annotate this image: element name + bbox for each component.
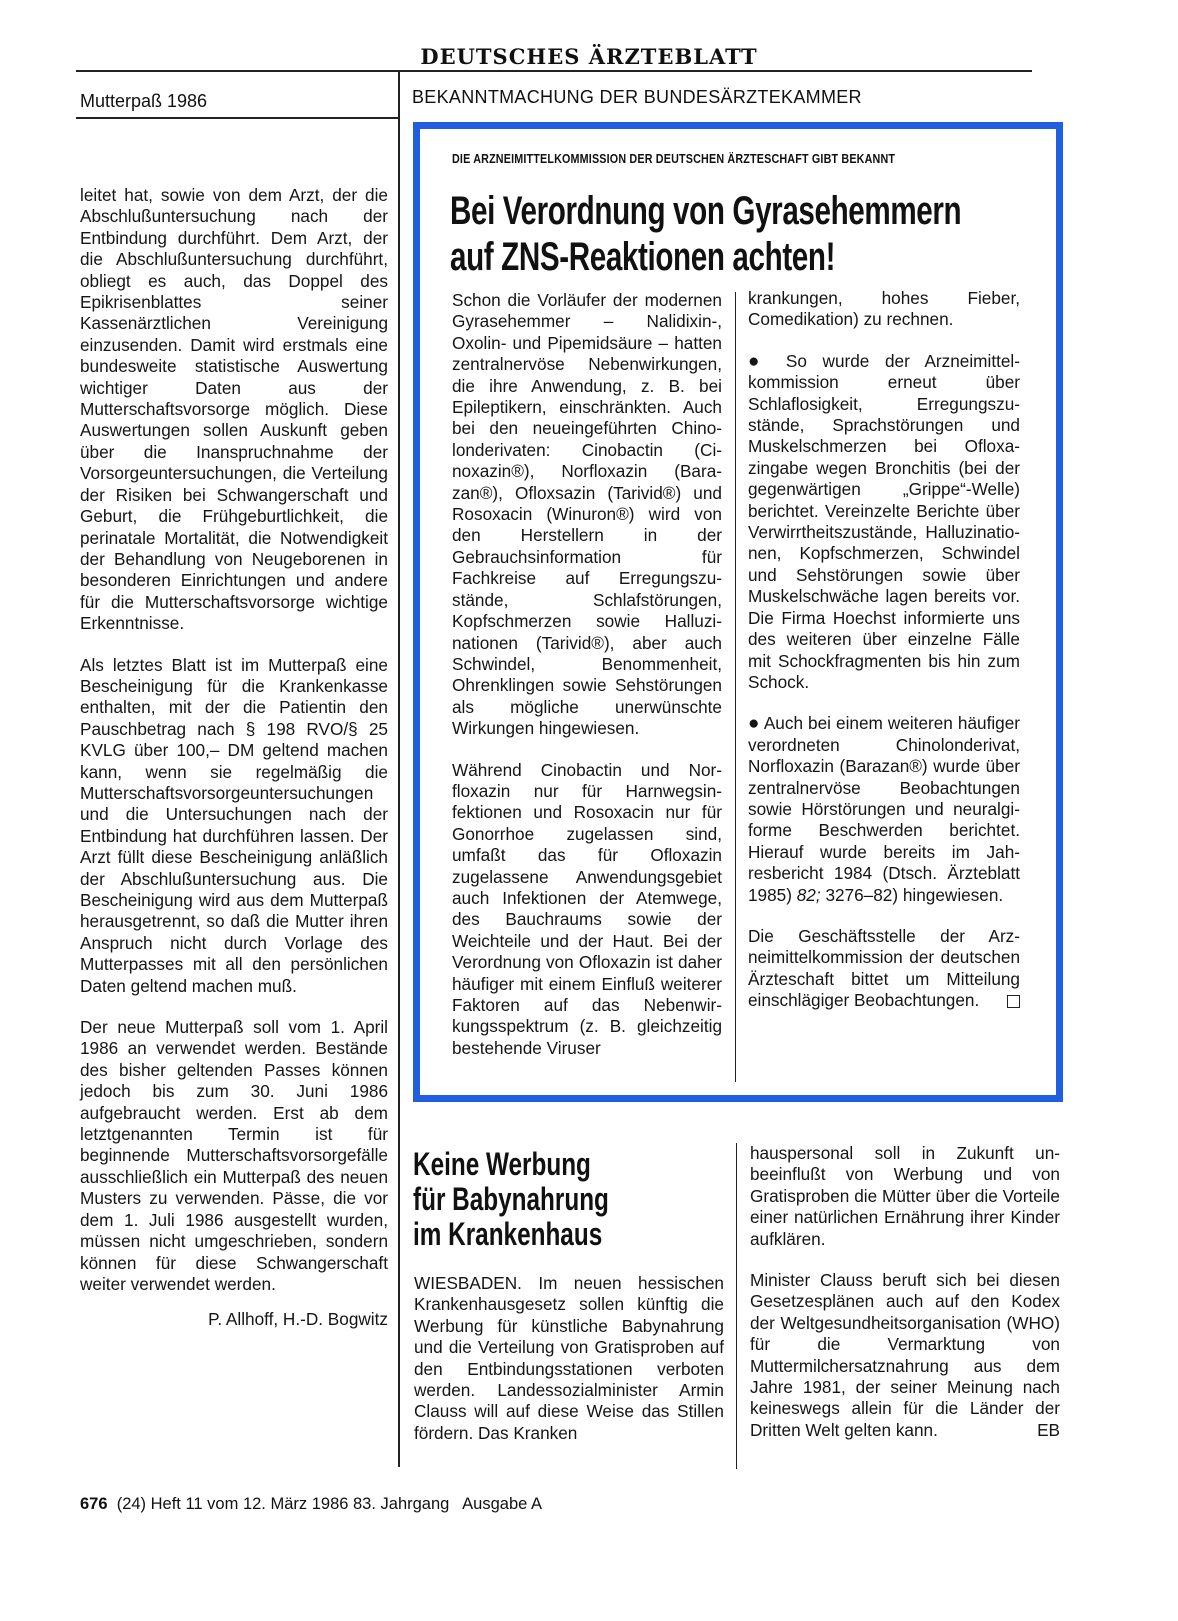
column-divider bbox=[398, 72, 400, 1467]
issue-info: (24) Heft 11 vom 12. März 1986 83. Jahrgang Ausgabe A bbox=[116, 1495, 542, 1513]
author-initials: EB bbox=[1037, 1419, 1060, 1440]
paragraph: ● Auch bei einem weiteren häufiger verordneten Chinolonderivat, Norfloxazin (Barazan®) wurde über zentralnervöse Beobachtungen sowie Hörstörungen und neuralgiforme Beschwerden berichtet. Hierauf wurde bereits im Jahresbericht 1984 (Dtsch. Ärzteblatt 1985) 82; 3276–82) hingewiesen. bbox=[748, 713, 1020, 905]
article-headline bbox=[413, 1147, 609, 1252]
page-number: 676 bbox=[80, 1495, 108, 1513]
article-column-2 bbox=[750, 1143, 1060, 1441]
bullet-icon: ● bbox=[748, 350, 771, 372]
article-column-divider bbox=[736, 1143, 737, 1469]
masthead-rule bbox=[76, 70, 1032, 72]
section-label-right: BEKANNTMACHUNG DER BUNDESÄRZTEKAMMER bbox=[412, 87, 862, 107]
announcement-headline bbox=[450, 188, 961, 280]
article-column-1 bbox=[414, 1273, 724, 1444]
paragraph: Während Cinobactin und Norfloxazin nur für Harnwegsinfektionen und Rosoxacin nur für Gonorrhoe zugelassen sind, umfaßt das für Ofloxazin zugelassene Anwendungsgebiet auch Infektionen der Atemwege, des Bauchraums sowie der Weichteile und der Haut. Bei der Verordnung von Ofloxazin ist daher häufiger mit einem Einfluß weiterer Faktoren auf das Nebenwirkungsspektrum (z. B. gleichzeitig bestehende Viruser bbox=[452, 759, 722, 1058]
headline-line: Keine Werbung bbox=[413, 1146, 591, 1182]
paragraph: WIESBADEN. Im neuen hessischen Krankenhausgesetz sollen künftig die Werbung für künstliche Babynahrung und die Verteilung von Gratisproben auf den Entbindungsstationen verboten werden. Landessozialminister Armin Clauss will auf diese Weise das Stillen fördern. Das Kranken bbox=[414, 1273, 724, 1443]
headline-line: auf ZNS-Reaktionen achten! bbox=[450, 235, 836, 279]
headline-line: im Krankenhaus bbox=[413, 1216, 603, 1252]
paragraph: Die Geschäftsstelle der Arzneimittelkommission der deutschen Ärzteschaft bittet um Mitteilung einschlägiger Beobachtungen. bbox=[748, 925, 1020, 1011]
author-signature: P. Allhoff, H.-D. Bogwitz bbox=[208, 1309, 388, 1330]
paragraph: hauspersonal soll in Zukunft unbeeinflußt von Werbung und von Gratisproben die Mütter über die Vorteile einer natürlichen Ernährung ihrer Kinder aufklären. bbox=[750, 1143, 1060, 1249]
subhead-rule bbox=[76, 117, 398, 119]
paragraph: krankungen, hohes Fieber, Comedikation) zu rechnen. bbox=[748, 288, 1020, 330]
section-label-left: Mutterpaß 1986 bbox=[80, 91, 208, 111]
paragraph: Minister Clauss beruft sich bei diesen Gesetzesplänen auch auf den Kodex der Weltgesundheitsorganisation (WHO) für die Vermarktung von Muttermilchersatznahrung aus dem Jahre 1981, der seiner Meinung nach keineswegs allein für die Länder der Dritten Welt gelten kann. EB bbox=[750, 1270, 1060, 1440]
bullet-icon: ● bbox=[748, 713, 760, 735]
paragraph: Der neue Mutterpaß soll vom 1. April 1986 an verwendet werden. Bestände des bisher geltenden Passes können jedoch bis zum 30. Juni 1986 aufgebraucht werden. Erst ab dem letztgenannten Termin ist für beginnende Mutterschaftsvorsorgefälle ausschließlich ein Mutterpaß des neuen Musters zu verwenden. Pässe, die vor dem 1. Juli 1986 ausgestellt wurden, müssen nicht umgeschrieben, sondern können für diese Schwangerschaft weiter verwendet werden. bbox=[80, 1017, 388, 1294]
paragraph: leitet hat, sowie von dem Arzt, der die Abschlußuntersuchung nach der Entbindung durchführt. Dem Arzt, der die Abschlußuntersuchung durchführt, obliegt es auch, das Doppel des Epikrisenblattes seiner Kassenärztlichen Vereinigung einzusenden. Damit wird erstmals eine bundesweite statistische Auswertung wichtiger Daten aus der Mutterschaftsvorsorge möglich. Diese Auswertungen sollen Auskunft geben über die Inanspruchnahme der Vorsorgeuntersuchungen, die Verteilung der Risiken bei Schwangerschaft und Geburt, die Frühgeburtlichkeit, die perinatale Mortalität, die Notwendigkeit der Behandlung von Neugeborenen in besonderen Einrichtungen und andere für die Mutterschaftsvorsorge wichtige Erkenntnisse. bbox=[80, 185, 388, 634]
end-mark-icon bbox=[1007, 995, 1020, 1008]
box-column-1 bbox=[452, 290, 722, 1059]
box-column-divider bbox=[735, 292, 736, 1082]
page-footer bbox=[80, 1495, 542, 1514]
box-column-2 bbox=[748, 288, 1020, 1012]
headline-line: für Babynahrung bbox=[413, 1181, 609, 1217]
announcement-kicker: DIE ARZNEIMITTELKOMMISSION DER DEUTSCHEN ÄRZTESCHAFT GIBT BEKANNT bbox=[452, 152, 896, 166]
headline-line: Bei Verordnung von Gyrasehemmern bbox=[450, 189, 962, 233]
paragraph: Als letztes Blatt ist im Mutterpaß eine Bescheinigung für die Krankenkasse enthalten, mit der die Patientin den Pauschbetrag nach § 198 RVO/§ 25 KVLG über 100,– DM geltend machen kann, wenn sie regelmäßig die Mutterschaftsvorsorgeuntersuchungen und die Untersuchungen nach der Entbindung hat durchführen lassen. Der Arzt füllt diese Bescheinigung anläßlich der Abschlußuntersuchung aus. Die Bescheinigung wird aus dem Mutterpaß herausgetrennt, so daß die Mutter ihren Anspruch nicht durch Vorlage des Mutterpasses mit all den persönlichen Daten geltend machen muß. bbox=[80, 654, 388, 996]
left-column bbox=[80, 185, 388, 1331]
paragraph: ● So wurde der Arzneimittelkommission erneut über Schlaflosigkeit, Erregungszustände, Sprachstörungen und Muskelschmerzen bei Ofloxazingabe wegen Bronchitis (bei der gegenwärtigen „Grippe“-Welle) berichtet. Vereinzelte Berichte über Verwirrtheitszustände, Halluzinationen, Kopfschmerzen, Schwindel und Sehstörungen sowie über Muskelschwäche lagen bereits vor. Die Firma Hoechst informierte uns des weiteren über einzelne Fälle mit Schockfragmenten bis hin zum Schock. bbox=[748, 350, 1020, 692]
paragraph: Schon die Vorläufer der modernen Gyrasehemmer – Nalidixin-, Oxolin- und Pipemidsäure – hatten zentralnervöse Nebenwirkungen, die ihre Anwendung, z. B. bei Epileptikern, einschränkten. Auch bei den neueingeführten Chinolonderivaten: Cinobactin (Cinoxazin®), Norfloxazin (Barazan®), Ofloxsazin (Tarivid®) und Rosoxacin (Winuron®) wird von den Herstellern in der Gebrauchsinformation für Fachkreise auf Erregungszustände, Schlafstörungen, Kopfschmerzen sowie Halluzinationen (Tarivid®), aber auch Schwindel, Benommenheit, Ohrenklingen sowie Sehstörungen als mögliche unerwünschte Wirkungen hingewiesen. bbox=[452, 290, 722, 739]
masthead: DEUTSCHES ÄRZTEBLATT bbox=[420, 44, 758, 69]
